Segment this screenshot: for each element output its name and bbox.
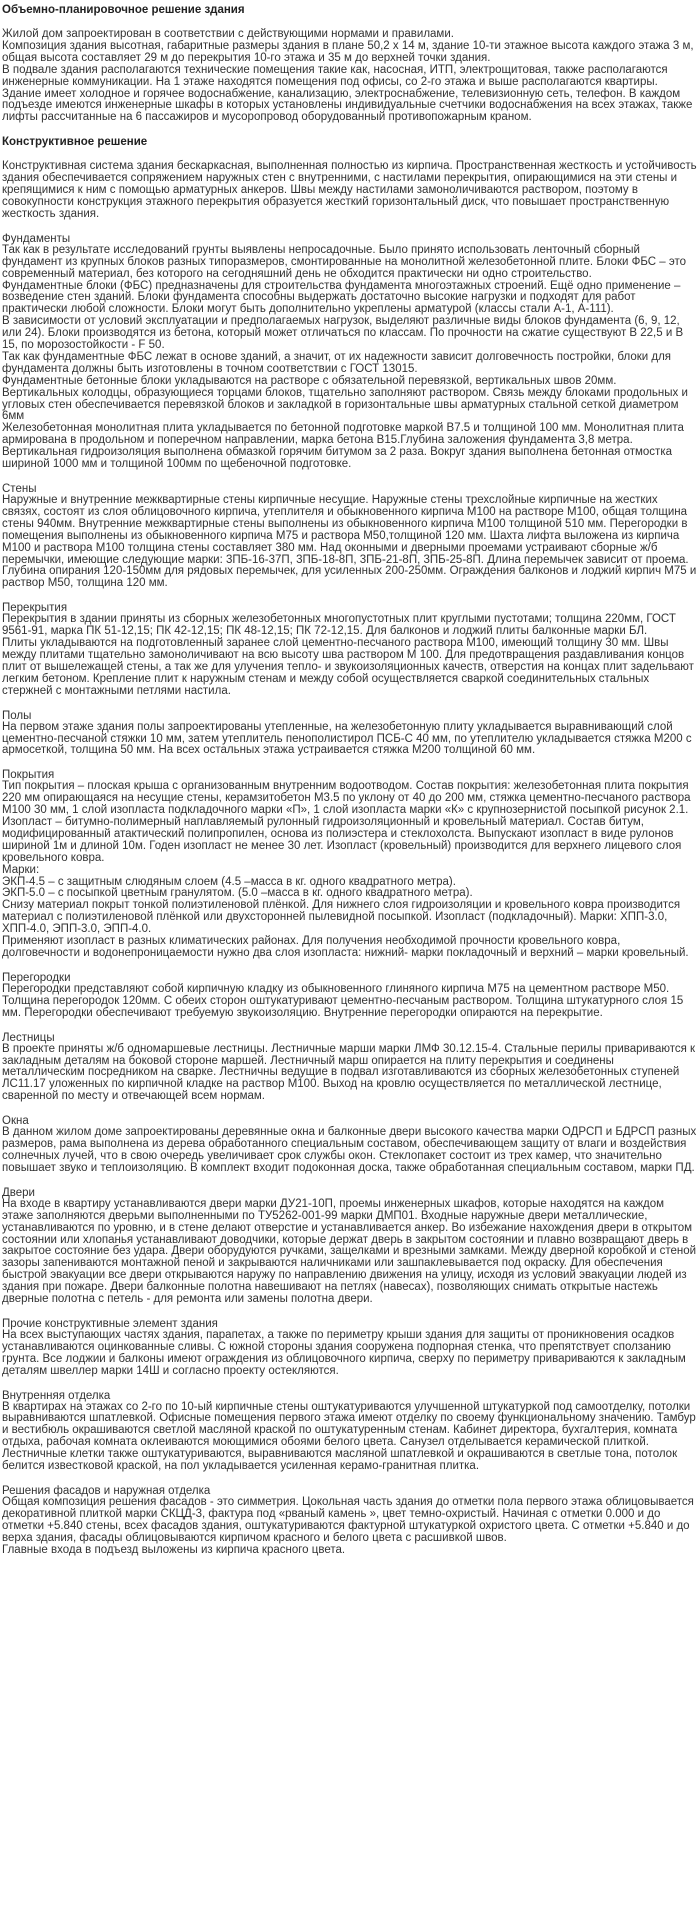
paragraph: В квартирах на этажах со 2-го по 10-ый кирпичные стены оштукатуриваются улучшенной штукатуркой под самоотделку, потолки выравниваются шпатлевкой. Офисные помещения первого этажа имеют отделку по своему функциональному значению. Тамбур и вестибюль окрашиваются светлой масляной краской по оштукатуренным стенам. Кабинет директора, бухгалтерия, комната отдыха, рабочая комната оклеиваются моющимися обоями белого цвета. Санузел отделывается керамической плиткой. Лестничные клетки также оштукатуриваются, выравниваются масляной шпатлевкой и окрашиваются в светлые тона, потолок белится известковой краской, на пол укладывается усиленная керамо-гранитная плитка.	[2, 1400, 696, 1473]
section	[2, 1115, 698, 1175]
paragraph: Марки:	[2, 863, 40, 876]
paragraph: Наружные и внутренние межквартирные стены кирпичные несущие. Наружные стены трехслойные кирпичные на жестких связях, состоят из слоя облицовочного кирпича, утеплителя и обыкновенного кирпича М100 на растворе М100, общая толщина стены 940мм. Внутренние межквартирные стены выполнены из обыкновенного кирпича М100 толщиной 510 мм. Перегородки в помещения выполнены из обыкновенного кирпича М75 и раствора М50,толщиной 120 мм. Шахта лифта выложена из кирпича М100 и раствора М100 толщина стены составляет 380 мм. Над оконными и дверными проемами устраивают сборные ж/б перемычки, имеющие следующие марки: 3ПБ-16-37П, 3ПБ-18-8П, 3ПБ-21-8П, 3ПБ-25-8П. Длина перемычек зависит от проема. Глубина опирания 120-150мм для рядовых перемычек, для усиленных 200-250мм. Ограждения балконов и лоджий кирпич М75 и раствор М50, толщина 120 мм.	[2, 494, 697, 590]
paragraph: Так как фундаментные ФБС лежат в основе зданий, а значит, от их надежности зависит долговечность постройки, блоки для фундамента должны быть изготовлены в точном соответствии с ГОСТ 13015.	[2, 350, 672, 375]
paragraph: Так как в результате исследований грунты выявлены непросадочные. Было принято использовать ленточный сборный фундамент из крупных блоков разных типоразмеров, смонтированные на монолитной железобетонной плите. Блоки ФБС – это современный материал, без которого на сегодняшний день не обходится практически ни одно строительство.	[2, 243, 687, 280]
paragraph: Плиты укладываются на подготовленный заранее слой цементно-песчаного раствора М100, имеющий толщину 30 мм. Швы между плитами тщательно замоноличивают на всю высоту шва раствором М 100. Для предотвращения раздавливания концов плит от вышележащей стены, а так же для улучения тепло- и звукоизоляционных качеств, отверстия на концах плит задельвают легким бетоном. Крепление плит к наружным стенам и между собой осуществляется сваркой соединительных стальных стержней с монтажными петлями настила.	[2, 637, 694, 697]
paragraph: Конструктивная система здания бескаркасная, выполненная полностью из кирпича. Пространственная жесткость и устойчивость здания обеспечивается сопряжением наружных стен с внутренними, с настилами перекрытия, опирающимися на эти стены и крепящимися к ним с помощью арматурных анкеров. Швы между настилами замоноличиваются раствором, поэтому в совокупности конструкция этажного перекрытия образуется жесткий горизонтальный диск, что повышает пространственную жесткость здания.	[2, 160, 697, 220]
section-title: Лестницы	[2, 1031, 55, 1044]
paragraph: Снизу материал покрыт тонкой полиэтиленовой плёнкой. Для нижнего слоя гидроизоляции и кровельного ковра производится материал с полиэтиленовой плёнкой или двухсторонней пылевидной посыпкой. Изопласт (подкладочный). Марки: ХПП-3.0, ХПП-4.0, ЭПП-3.0, ЭПП-4.0.	[2, 899, 681, 936]
paragraph: В подвале здания располагаются технические помещения такие как, насосная, ИТП, электрощитовая, также располагаются инженерные коммуникации. На 1 этаже находятся помещения под офисы, со 2-го этажа и выше располагаются квартиры. Здание имеет холодное и горячее водоснабжение, канализацию, электроснабжение, телевизионную сеть, телефон. В каждом подъезде имеются инженерные шкафы в которых установлены индивидуальные счетчики водоснабжения на всех этажах, также лифты рассчитанные на 6 пассажиров и мусоропровод оборудованный противопожарным краном.	[2, 63, 693, 124]
paragraph: Изопласт – битумно-полимерный наплавляемый рулонный гидроизоляционный и кровельный материал. Состав битум, модифицированный атактический полипропилен, основа из полиэстера и стеклохолста. Выпускают изопласт в виде рулонов шириной 1м и длиной 10м. Годен изопласт не менее 30 лет. Изопласт (кровельный) производится для верхнего лицевого слоя кровельного ковра.	[2, 816, 682, 864]
section	[2, 1390, 698, 1473]
intro-block	[2, 29, 698, 124]
section-title: Перекрытия	[2, 602, 68, 615]
section	[2, 1032, 698, 1104]
section	[2, 710, 698, 758]
section-title: Двери	[2, 1186, 35, 1199]
paragraph: Тип покрытия – плоская крыша с организованным внутренним водоотводом. Состав покрытия: железобетонная плита покрытия 220 мм опирающаяся на несущие стены, керамзитобетон М3.5 по уклону от 40 до 200 мм, стяжка цементно-песчаного раствора М100 30 мм, 1 слой изопласта подкладочного марки «П», 1 слой изопласта марки «К» с крупнозернистой посыпкой рисунок 2.1.	[2, 780, 691, 817]
section	[2, 483, 698, 590]
paragraph: Главные входа в подъезд выложены из кирпича красного цвета.	[2, 1543, 346, 1556]
section-title-space-planning: Объемно-планировочное решение здания	[2, 4, 245, 16]
paragraph: В данном жилом доме запроектированы деревянные окна и балконные двери высокого качества марки ОДРСП и БДРСП разных размеров, рама выполнена из дерева обработанного специальным составом, обеспечивающем защиту от влаги и воздействия солнечных лучей, что в свою очередь увеличивает срок службы окон. Стеклопакет состоит из трех камер, что значительно повышает звуко и теплоизоляцию. В комплект входит подоконная доска, также обработанная специальным составом, марки ПД.	[2, 1126, 697, 1174]
paragraph: ЭКП-4.5 – с защитным слюдяным слоем (4.5 –масса в кг. одного квадратного метра).	[2, 875, 456, 888]
paragraph: Перекрытия в здании приняты из сборных железобетонных многопустотных плит круглыми пустотами; толщина 220мм, ГОСТ 9561-91, марка ПК 51-12,15; ПК 42-12,15; ПК 48-12,15; ПК 72-12,15. Для балконов и лоджий плиты балконные марки БЛ.	[2, 613, 676, 638]
sections-container	[2, 221, 698, 1557]
section	[2, 602, 698, 697]
paragraph: Фундаментные блоки (ФБС) предназначены для строительства фундамента многоэтажных строений. Ещё одно применение – возведение стен зданий. Блоки фундамента способны выдержать достаточно высокие нагрузки и подходят для работ практически любой сложности. Блоки могут быть дополнительно укреплены арматурой (классы стали А-1, А-111).	[2, 279, 681, 316]
paragraph: В проекте приняты ж/б одномаршевые лестницы. Лестничные марши марки ЛМФ 30.12.15-4. Стальные перилы привариваются к закладным деталям на боковой стороне маршей. Лестничный марш опирается на плиту перекрытия и соединены металлическим посредником на сварке. Лестничны ведущие в подвал изготавливаются из сборных железобетонных ступеней ЛС11.17 уложенных по кирпичной кладке на раствор М100. Выход на кровлю осуществляется по металлической лестнице, сваренной по месту и отвечающей всем нормам.	[2, 1042, 696, 1103]
section-title: Фундаменты	[2, 232, 71, 245]
paragraph: Железобетонная монолитная плита укладывается по бетонной подготовке маркой В7.5 и толщиной 100 мм. Монолитная плита армирована в продольном и поперечном направлении, марка бетона В15.Глубина заложения фундамента 3,8 метра. Вертикальная гидроизоляция выполнена обмазкой горячим битумом за 2 раза. Вокруг здания выполнена бетонная отмостка шириной 1000 мм и толщиной 100мм по щебеночной подготовке.	[2, 422, 684, 471]
section	[2, 1318, 698, 1378]
section-title: Окна	[2, 1115, 29, 1128]
section-title: Прочие конструктивные элемент здания	[2, 1317, 218, 1330]
section-title: Решения фасадов и наружная отделка	[2, 1485, 211, 1497]
section	[2, 1485, 698, 1557]
paragraph: Применяют изопласт в разных климатических районах. Для получения необходимой прочности кровельного ковра, долговечности и водонепроницаемости нужно два слоя изопласта: нижний- марки покладочный и верхний – марки кровельный.	[2, 935, 689, 959]
section	[2, 972, 698, 1020]
section	[2, 1187, 698, 1306]
paragraph: Общая композиция решения фасадов - это симметрия. Цокольная часть здания до отметки пола первого этажа облицовывается декоративной плиткой марки СКЦД-3, фактура под «рваный камень », цвет темно-охристый. Начиная с отметки 0.000 и до отметки +5.840 стены, всех фасадов здания, оштукатуриваются фактурной штукатуркой охристого цвета. С отметки +5.840 и до верха здания, фасады облицовываются кирпичом красного и белого цвета с расшивкой швов.	[2, 1496, 694, 1544]
paragraph: Фундаментные бетонные блоки укладываются на растворе с обязательной перевязкой, вертикальных швов 20мм.	[2, 374, 617, 387]
section-title: Покрытия	[2, 769, 55, 782]
section-title: Перегородки	[2, 971, 71, 984]
paragraph: На всех выступающих частях здания, парапетах, а также по периметру крыши здания для защиты от проникновения осадков устанавливаются оцинкованные сливы. С южной стороны здания сооружена подпорная стенка, что препятствует сползанию грунта. Все лоджии и балконы имеют ограждения из облицовочного кирпича, сверху по периметру привариваются к закладным деталям швеллер марки 14Ш и согласно проекту остекляются.	[2, 1328, 686, 1377]
paragraph: На первом этаже здания полы запроектированы утепленные, на железобетонную плиту укладывается выравнивающий слой цементно-песчаной стяжки 10 мм, затем утеплитель пенополистирол ПСБ-С 40 мм, по утеплителю укладывается стяжка М200 с армосеткой, толщина 50 мм. На всех остальных этажа устраивается стяжка М200 толщиной 60 мм.	[2, 720, 692, 757]
section-title-constructive: Конструктивное решение	[2, 136, 148, 149]
section-title: Стены	[2, 483, 37, 495]
section	[2, 233, 698, 471]
paragraph: ЭКП-5.0 – с посыпкой цветным гранулятом. (5.0 –масса в кг. одного квадратного метра).	[2, 887, 473, 900]
section-title: Полы	[2, 709, 32, 722]
paragraph: На входе в квартиру устанавливаются двери марки ДУ21-10П, проемы инженерных шкафов, которые находятся на каждом этаже заполняются дверьми выполненными по ТУ5262-001-99 марки ДМП01. Входные наружные двери металлические, устанавливаются по уровню, и в стене делают отверстие и устанавливается анкер. Во избежание нахождения двери в открытом состоянии или хлопанья устанавливают доводчики, которые держат дверь в закрытом состоянии и плавно возвращают дверь в закрытое состояние без удара. Двери оборудуются ручками, защелками и врезными замками. Между дверной коробкой и стеной зазоры запениваются монтажной пеной и закрываются наличниками или зашпаклевывается под окраску. Для обеспечения быстрой эвакуации все двери открываются наружу по направлению движения на улицу, исходя из условий эвакуации людей из здания при пожаре. Двери балконные полотна навешивают на петлях (навесах), позволяющих снимать открытые настежь дверные полотна с петель - для ремонта или замены полотна двери.	[2, 1197, 697, 1306]
section-title: Внутренняя отделка	[2, 1389, 111, 1402]
paragraph: Композиция здания высотная, габаритные размеры здания в плане 50,2 х 14 м, здание 10-ти этажное высота каждого этажа 3 м, общая высота составляет 29 м до перекрытия 10-го этажа и 35 м до верхней точки здания.	[2, 39, 694, 64]
paragraph: В зависимости от условий эксплуатации и предполагаемых нагрузок, выделяют различные виды блоков фундамента (6, 9, 12, или 24). Блоки производятся из бетона, который может отличаться по классам. По прочности на сжатие существуют В 22,5 и В 15, по морозостойкости - F 50.	[2, 315, 684, 352]
paragraph: Вертикальных колодцы, образующиеся торцами блоков, тщательно заполняют раствором. Связь между блоками продольных и угловых стен обеспечивается перевязкой блоков и закладкой в горизонтальные швы арматурных стальной сеткой диаметром 6мм	[2, 386, 688, 423]
paragraph: Жилой дом запроектирован в соответствии с действующими нормами и правилами.	[2, 28, 454, 40]
paragraph: Перегородки представляют собой кирпичную кладку из обыкновенного глиняного кирпича М75 на цементном растворе М50. Толщина перегородок 120мм. С обеих сторон оштукатуривают цементно-песчаным раствором. Толщина штукатурного слоя 15 мм. Перегородки обеспечивают требуемую звукоизоляцию. Внутренние перегородки опираются на перекрытие.	[2, 982, 684, 1019]
section	[2, 769, 698, 960]
